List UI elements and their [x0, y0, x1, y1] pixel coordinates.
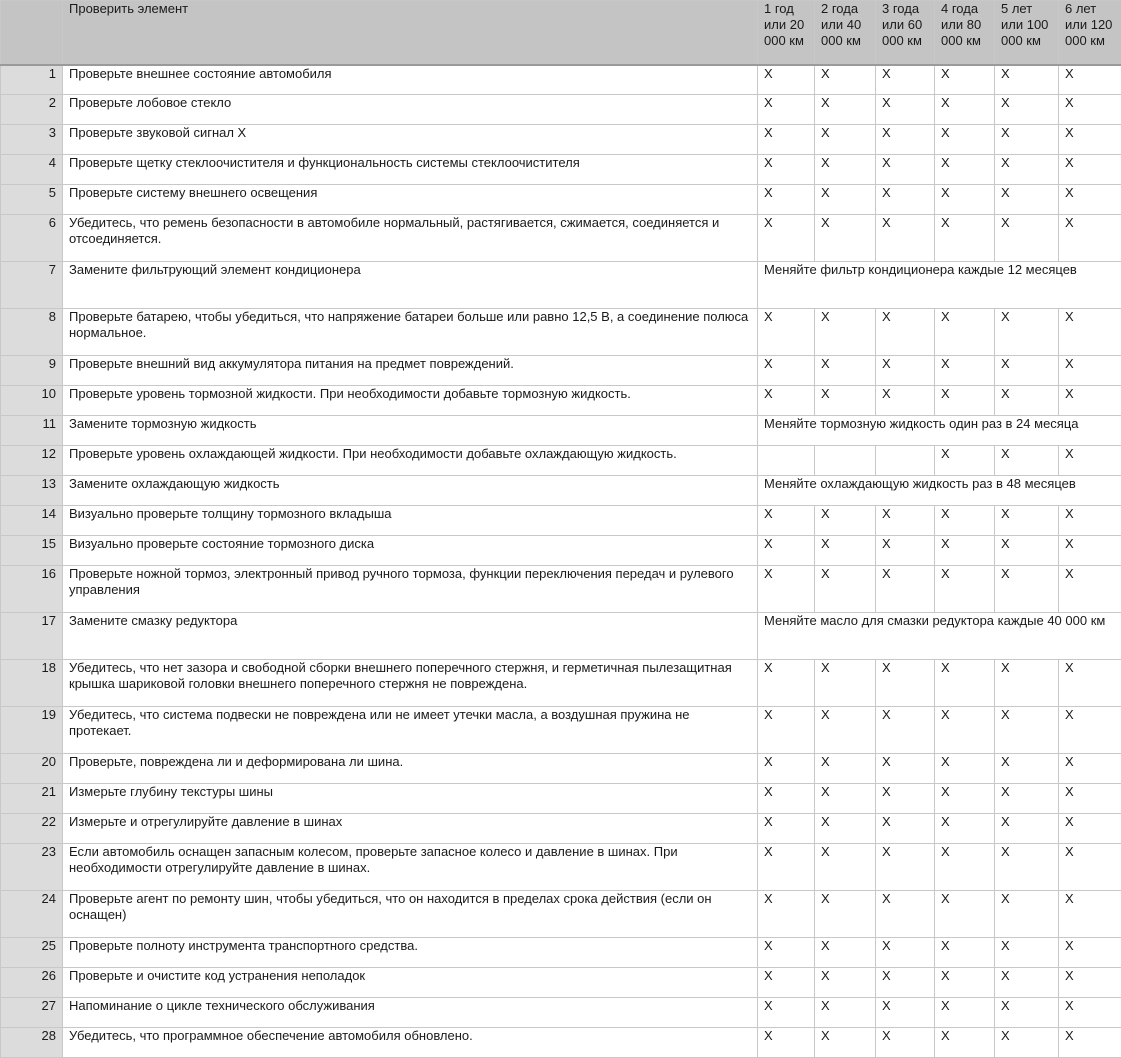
item-cell[interactable]: Проверьте внешнее состояние автомобиля: [63, 65, 758, 95]
check-mark-cell[interactable]: X: [995, 707, 1059, 754]
check-mark-cell[interactable]: X: [758, 536, 815, 566]
table-row: [1, 938, 1121, 968]
check-mark-cell[interactable]: X: [758, 566, 815, 613]
check-mark-cell[interactable]: X: [815, 65, 876, 95]
check-mark-cell[interactable]: X: [935, 356, 995, 386]
check-mark-cell[interactable]: X: [758, 968, 815, 998]
check-mark-cell[interactable]: X: [815, 660, 876, 707]
item-cell[interactable]: Проверьте, повреждена ли и деформирована ли шина.: [63, 754, 758, 784]
row-number[interactable]: 18: [1, 660, 63, 707]
check-mark-cell[interactable]: X: [758, 998, 815, 1028]
table-row: [1, 309, 1121, 356]
check-mark-cell[interactable]: X: [815, 784, 876, 814]
table-row: [1, 155, 1121, 185]
interval-note-cell[interactable]: Меняйте охлаждающую жидкость раз в 48 месяцев: [758, 476, 1121, 506]
check-mark-cell[interactable]: X: [876, 1028, 935, 1058]
row-number[interactable]: 21: [1, 784, 63, 814]
row-number[interactable]: 11: [1, 416, 63, 446]
table-row: [1, 125, 1121, 155]
check-mark-cell[interactable]: X: [1059, 215, 1121, 262]
check-mark-cell[interactable]: X: [758, 185, 815, 215]
check-mark-cell[interactable]: X: [935, 968, 995, 998]
check-mark-cell[interactable]: X: [815, 754, 876, 784]
row-number[interactable]: 12: [1, 446, 63, 476]
check-mark-cell[interactable]: X: [876, 566, 935, 613]
interval-note-cell[interactable]: Меняйте масло для смазки редуктора каждые 40 000 км: [758, 613, 1121, 660]
check-mark-cell[interactable]: X: [815, 707, 876, 754]
table-row: [1, 660, 1121, 707]
check-mark-cell[interactable]: X: [995, 968, 1059, 998]
check-mark-cell[interactable]: X: [815, 938, 876, 968]
check-mark-cell[interactable]: X: [995, 814, 1059, 844]
row-number[interactable]: 15: [1, 536, 63, 566]
column-header-period[interactable]: 5 лет или 100 000 км: [995, 1, 1059, 65]
check-mark-cell[interactable]: X: [935, 506, 995, 536]
check-mark-cell[interactable]: X: [758, 784, 815, 814]
check-mark-cell[interactable]: X: [935, 754, 995, 784]
row-number[interactable]: 16: [1, 566, 63, 613]
check-mark-cell[interactable]: X: [995, 215, 1059, 262]
check-mark-cell[interactable]: X: [876, 660, 935, 707]
check-mark-cell[interactable]: X: [815, 356, 876, 386]
check-mark-cell[interactable]: X: [1059, 844, 1121, 891]
check-mark-cell[interactable]: X: [1059, 968, 1121, 998]
table-row: [1, 215, 1121, 262]
check-mark-cell[interactable]: X: [1059, 155, 1121, 185]
check-mark-cell[interactable]: X: [935, 309, 995, 356]
table-row: [1, 476, 1121, 506]
check-mark-cell[interactable]: X: [876, 844, 935, 891]
check-mark-cell[interactable]: X: [876, 356, 935, 386]
check-mark-cell[interactable]: X: [1059, 784, 1121, 814]
check-mark-cell[interactable]: X: [995, 125, 1059, 155]
check-mark-cell[interactable]: X: [995, 356, 1059, 386]
interval-note-cell[interactable]: Меняйте фильтр кондиционера каждые 12 месяцев: [758, 262, 1121, 309]
check-mark-cell[interactable]: X: [876, 998, 935, 1028]
item-cell[interactable]: Проверьте ножной тормоз, электронный привод ручного тормоза, функции переключения передач и рулевого управления: [63, 566, 758, 613]
item-cell[interactable]: Проверьте щетку стеклоочистителя и функциональность системы стеклоочистителя: [63, 155, 758, 185]
item-cell[interactable]: Измерьте глубину текстуры шины: [63, 784, 758, 814]
check-mark-cell[interactable]: X: [1059, 707, 1121, 754]
check-mark-cell[interactable]: X: [995, 1028, 1059, 1058]
row-number[interactable]: 23: [1, 844, 63, 891]
check-mark-cell[interactable]: X: [758, 1028, 815, 1058]
corner-cell[interactable]: [1, 1, 63, 65]
row-number[interactable]: 24: [1, 891, 63, 938]
check-mark-cell[interactable]: X: [995, 660, 1059, 707]
check-mark-cell[interactable]: X: [758, 707, 815, 754]
check-mark-cell[interactable]: X: [1059, 660, 1121, 707]
check-mark-cell[interactable]: X: [995, 155, 1059, 185]
check-mark-cell[interactable]: X: [935, 938, 995, 968]
row-number[interactable]: 4: [1, 155, 63, 185]
table-row: [1, 416, 1121, 446]
check-mark-cell[interactable]: X: [815, 309, 876, 356]
check-mark-cell[interactable]: X: [815, 998, 876, 1028]
check-mark-cell[interactable]: X: [876, 536, 935, 566]
table-row: [1, 1028, 1121, 1058]
check-mark-cell[interactable]: X: [1059, 1028, 1121, 1058]
check-mark-cell[interactable]: X: [1059, 998, 1121, 1028]
check-mark-cell[interactable]: [876, 446, 935, 476]
check-mark-cell[interactable]: X: [758, 660, 815, 707]
check-mark-cell[interactable]: X: [935, 536, 995, 566]
check-mark-cell[interactable]: X: [1059, 95, 1121, 125]
check-mark-cell[interactable]: X: [995, 309, 1059, 356]
check-mark-cell[interactable]: X: [1059, 185, 1121, 215]
item-cell[interactable]: Проверьте звуковой сигнал X: [63, 125, 758, 155]
table-row: [1, 998, 1121, 1028]
table-row: [1, 566, 1121, 613]
check-mark-cell[interactable]: X: [1059, 125, 1121, 155]
row-number[interactable]: 7: [1, 262, 63, 309]
item-cell[interactable]: Проверьте уровень охлаждающей жидкости. При необходимости добавьте охлаждающую жидкость.: [63, 446, 758, 476]
row-number[interactable]: 20: [1, 754, 63, 784]
table-row: [1, 844, 1121, 891]
item-cell[interactable]: Проверьте полноту инструмента транспортного средства.: [63, 938, 758, 968]
check-mark-cell[interactable]: X: [935, 386, 995, 416]
row-number[interactable]: 28: [1, 1028, 63, 1058]
check-mark-cell[interactable]: X: [876, 754, 935, 784]
interval-note-cell[interactable]: Меняйте тормозную жидкость один раз в 24 месяца: [758, 416, 1121, 446]
check-mark-cell[interactable]: X: [876, 155, 935, 185]
row-number[interactable]: 8: [1, 309, 63, 356]
check-mark-cell[interactable]: X: [995, 891, 1059, 938]
check-mark-cell[interactable]: X: [995, 506, 1059, 536]
table-row: [1, 536, 1121, 566]
check-mark-cell[interactable]: X: [1059, 446, 1121, 476]
check-mark-cell[interactable]: X: [758, 844, 815, 891]
row-number[interactable]: 3: [1, 125, 63, 155]
item-cell[interactable]: Визуально проверьте толщину тормозного вкладыша: [63, 506, 758, 536]
check-mark-cell[interactable]: X: [935, 707, 995, 754]
check-mark-cell[interactable]: X: [995, 536, 1059, 566]
row-number[interactable]: 10: [1, 386, 63, 416]
check-mark-cell[interactable]: X: [815, 814, 876, 844]
check-mark-cell[interactable]: X: [815, 536, 876, 566]
table-body: [1, 65, 1121, 1058]
row-number[interactable]: 5: [1, 185, 63, 215]
check-mark-cell[interactable]: X: [1059, 566, 1121, 613]
check-mark-cell[interactable]: X: [935, 185, 995, 215]
check-mark-cell[interactable]: X: [935, 215, 995, 262]
check-mark-cell[interactable]: X: [876, 707, 935, 754]
table-row: [1, 707, 1121, 754]
item-cell[interactable]: Проверьте и очистите код устранения неполадок: [63, 968, 758, 998]
column-header-period[interactable]: 6 лет или 120 000 км: [1059, 1, 1121, 65]
check-mark-cell[interactable]: X: [876, 784, 935, 814]
check-mark-cell[interactable]: X: [1059, 506, 1121, 536]
row-number[interactable]: 13: [1, 476, 63, 506]
check-mark-cell[interactable]: X: [995, 754, 1059, 784]
check-mark-cell[interactable]: X: [758, 95, 815, 125]
check-mark-cell[interactable]: X: [758, 65, 815, 95]
table-row: [1, 386, 1121, 416]
check-mark-cell[interactable]: X: [876, 891, 935, 938]
item-cell[interactable]: Замените тормозную жидкость: [63, 416, 758, 446]
table-row: [1, 784, 1121, 814]
check-mark-cell[interactable]: X: [1059, 65, 1121, 95]
check-mark-cell[interactable]: X: [995, 185, 1059, 215]
check-mark-cell[interactable]: X: [995, 844, 1059, 891]
column-header-period[interactable]: 4 года или 80 000 км: [935, 1, 995, 65]
table-row: [1, 754, 1121, 784]
check-mark-cell[interactable]: X: [758, 506, 815, 536]
check-mark-cell[interactable]: X: [935, 660, 995, 707]
table-row: [1, 506, 1121, 536]
check-mark-cell[interactable]: X: [935, 1028, 995, 1058]
column-header-period[interactable]: 2 года или 40 000 км: [815, 1, 876, 65]
check-mark-cell[interactable]: X: [995, 446, 1059, 476]
check-mark-cell[interactable]: X: [758, 155, 815, 185]
check-mark-cell[interactable]: [815, 446, 876, 476]
check-mark-cell[interactable]: X: [758, 938, 815, 968]
row-number[interactable]: 9: [1, 356, 63, 386]
check-mark-cell[interactable]: X: [935, 65, 995, 95]
table-row: [1, 356, 1121, 386]
check-mark-cell[interactable]: X: [995, 566, 1059, 613]
check-mark-cell[interactable]: X: [876, 386, 935, 416]
check-mark-cell[interactable]: X: [815, 386, 876, 416]
check-mark-cell[interactable]: X: [876, 506, 935, 536]
check-mark-cell[interactable]: X: [1059, 386, 1121, 416]
item-cell[interactable]: Проверьте уровень тормозной жидкости. При необходимости добавьте тормозную жидкость.: [63, 386, 758, 416]
item-cell[interactable]: Убедитесь, что система подвески не повреждена или не имеет утечки масла, а воздушная пружина не протекает.: [63, 707, 758, 754]
check-mark-cell[interactable]: X: [815, 95, 876, 125]
check-mark-cell[interactable]: X: [876, 938, 935, 968]
item-cell[interactable]: Убедитесь, что ремень безопасности в автомобиле нормальный, растягивается, сжимается, соединяется и отсоединяется.: [63, 215, 758, 262]
check-mark-cell[interactable]: X: [876, 95, 935, 125]
check-mark-cell[interactable]: X: [758, 309, 815, 356]
check-mark-cell[interactable]: X: [815, 844, 876, 891]
check-mark-cell[interactable]: X: [876, 65, 935, 95]
item-cell[interactable]: Проверьте лобовое стекло: [63, 95, 758, 125]
check-mark-cell[interactable]: X: [1059, 814, 1121, 844]
table-row: [1, 446, 1121, 476]
item-cell[interactable]: Проверьте батарею, чтобы убедиться, что напряжение батареи больше или равно 12,5 В, а соединение полюса нормальное.: [63, 309, 758, 356]
item-cell[interactable]: Убедитесь, что программное обеспечение автомобиля обновлено.: [63, 1028, 758, 1058]
row-number[interactable]: 2: [1, 95, 63, 125]
check-mark-cell[interactable]: X: [995, 938, 1059, 968]
check-mark-cell[interactable]: X: [935, 95, 995, 125]
row-number[interactable]: 26: [1, 968, 63, 998]
check-mark-cell[interactable]: X: [815, 506, 876, 536]
table-row: [1, 613, 1121, 660]
row-number[interactable]: 19: [1, 707, 63, 754]
check-mark-cell[interactable]: X: [995, 784, 1059, 814]
check-mark-cell[interactable]: X: [815, 125, 876, 155]
check-mark-cell[interactable]: X: [815, 1028, 876, 1058]
check-mark-cell[interactable]: X: [995, 998, 1059, 1028]
check-mark-cell[interactable]: X: [876, 215, 935, 262]
row-number[interactable]: 22: [1, 814, 63, 844]
check-mark-cell[interactable]: [758, 446, 815, 476]
check-mark-cell[interactable]: X: [758, 814, 815, 844]
check-mark-cell[interactable]: X: [815, 968, 876, 998]
column-header-period[interactable]: 3 года или 60 000 км: [876, 1, 935, 65]
check-mark-cell[interactable]: X: [1059, 309, 1121, 356]
check-mark-cell[interactable]: X: [935, 891, 995, 938]
item-cell[interactable]: Убедитесь, что нет зазора и свободной сборки внешнего поперечного стержня, и герметичная пылезащитная крышка шариковой головки внешнего поперечного стержня не повреждена.: [63, 660, 758, 707]
table-row: [1, 95, 1121, 125]
item-cell[interactable]: Напоминание о цикле технического обслуживания: [63, 998, 758, 1028]
header-row: [1, 1, 1121, 65]
row-number[interactable]: 6: [1, 215, 63, 262]
item-cell[interactable]: Проверьте систему внешнего освещения: [63, 185, 758, 215]
check-mark-cell[interactable]: X: [935, 998, 995, 1028]
check-mark-cell[interactable]: X: [1059, 754, 1121, 784]
table-row: [1, 185, 1121, 215]
column-header-item[interactable]: Проверить элемент: [63, 1, 758, 65]
row-number[interactable]: 14: [1, 506, 63, 536]
item-cell[interactable]: Замените охлаждающую жидкость: [63, 476, 758, 506]
check-mark-cell[interactable]: X: [935, 125, 995, 155]
check-mark-cell[interactable]: X: [815, 566, 876, 613]
check-mark-cell[interactable]: X: [995, 95, 1059, 125]
check-mark-cell[interactable]: X: [1059, 356, 1121, 386]
check-mark-cell[interactable]: X: [935, 814, 995, 844]
item-cell[interactable]: Замените смазку редуктора: [63, 613, 758, 660]
check-mark-cell[interactable]: X: [758, 386, 815, 416]
table-row: [1, 262, 1121, 309]
table-row: [1, 891, 1121, 938]
check-mark-cell[interactable]: X: [935, 566, 995, 613]
check-mark-cell[interactable]: X: [758, 356, 815, 386]
row-number[interactable]: 25: [1, 938, 63, 968]
table-row: [1, 814, 1121, 844]
item-cell[interactable]: Измерьте и отрегулируйте давление в шинах: [63, 814, 758, 844]
check-mark-cell[interactable]: X: [935, 844, 995, 891]
check-mark-cell[interactable]: X: [1059, 891, 1121, 938]
item-cell[interactable]: Визуально проверьте состояние тормозного диска: [63, 536, 758, 566]
check-mark-cell[interactable]: X: [758, 215, 815, 262]
item-cell[interactable]: Замените фильтрующий элемент кондиционера: [63, 262, 758, 309]
row-number[interactable]: 17: [1, 613, 63, 660]
check-mark-cell[interactable]: X: [876, 185, 935, 215]
check-mark-cell[interactable]: X: [1059, 938, 1121, 968]
check-mark-cell[interactable]: X: [1059, 536, 1121, 566]
check-mark-cell[interactable]: X: [935, 155, 995, 185]
check-mark-cell[interactable]: X: [935, 446, 995, 476]
check-mark-cell[interactable]: X: [815, 155, 876, 185]
table-row: [1, 968, 1121, 998]
item-cell[interactable]: Проверьте внешний вид аккумулятора питания на предмет повреждений.: [63, 356, 758, 386]
check-mark-cell[interactable]: X: [935, 784, 995, 814]
row-number[interactable]: 1: [1, 65, 63, 95]
check-mark-cell[interactable]: X: [876, 968, 935, 998]
check-mark-cell[interactable]: X: [995, 65, 1059, 95]
item-cell[interactable]: Если автомобиль оснащен запасным колесом, проверьте запасное колесо и давление в шинах. При необходимости отрегулируйте давление в шинах.: [63, 844, 758, 891]
check-mark-cell[interactable]: X: [815, 185, 876, 215]
check-mark-cell[interactable]: X: [876, 309, 935, 356]
table-row: [1, 65, 1121, 95]
check-mark-cell[interactable]: X: [995, 386, 1059, 416]
check-mark-cell[interactable]: X: [815, 215, 876, 262]
item-cell[interactable]: Проверьте агент по ремонту шин, чтобы убедиться, что он находится в пределах срока действия (если он оснащен): [63, 891, 758, 938]
check-mark-cell[interactable]: X: [815, 891, 876, 938]
row-number[interactable]: 27: [1, 998, 63, 1028]
check-mark-cell[interactable]: X: [758, 754, 815, 784]
check-mark-cell[interactable]: X: [758, 125, 815, 155]
column-header-period[interactable]: 1 год или 20 000 км: [758, 1, 815, 65]
check-mark-cell[interactable]: X: [876, 125, 935, 155]
check-mark-cell[interactable]: X: [758, 891, 815, 938]
check-mark-cell[interactable]: X: [876, 814, 935, 844]
